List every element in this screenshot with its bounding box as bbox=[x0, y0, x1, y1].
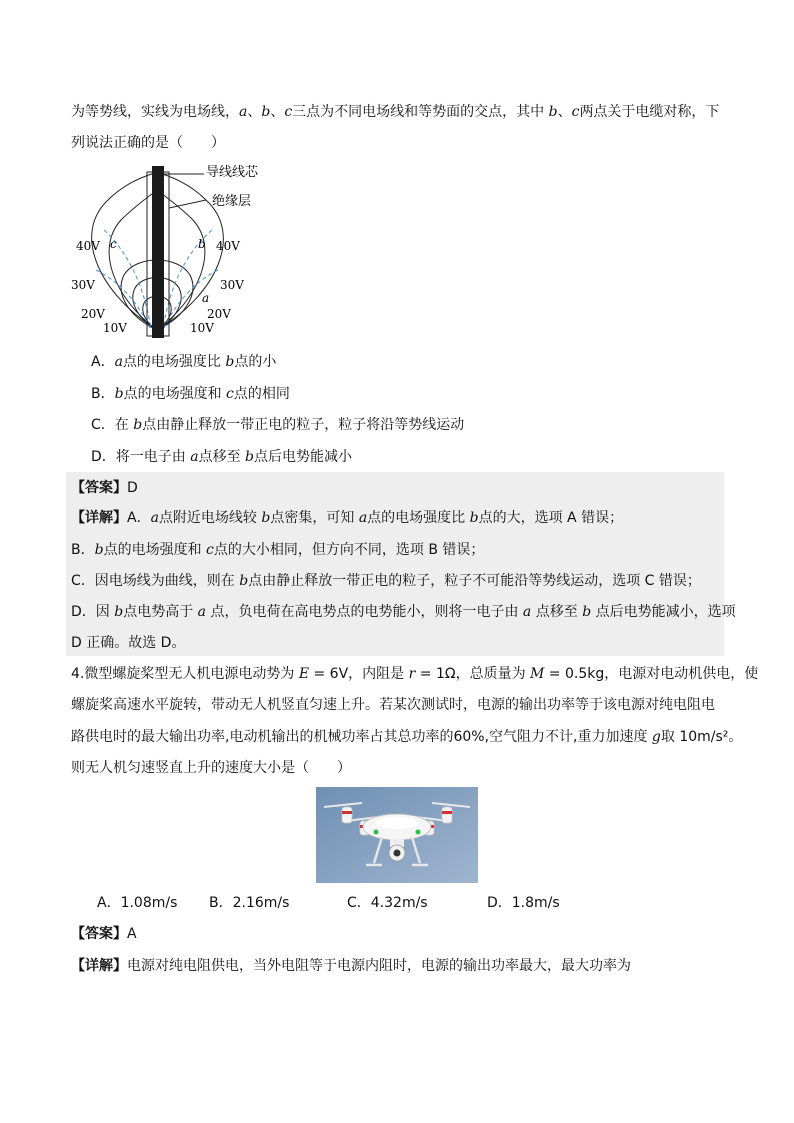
q4-answer: 【答案】A bbox=[71, 926, 137, 942]
q3-detail-b: B．b点的电场强度和 c点的大小相同，但方向不同，选项 B 错误； bbox=[71, 542, 485, 558]
wire-core bbox=[152, 166, 164, 338]
q4-option-d: D．1.8m/s bbox=[487, 895, 560, 911]
q3-option-a: A．a点的电场强度比 b点的小 bbox=[91, 354, 277, 370]
cable-field-diagram bbox=[66, 160, 286, 338]
left-volt-40: 40V bbox=[76, 239, 100, 253]
q4-option-c: C．4.32m/s bbox=[347, 895, 428, 911]
label-core: 导线线芯 bbox=[206, 165, 259, 180]
point-b: b bbox=[198, 237, 206, 251]
drone-image bbox=[316, 787, 478, 883]
q4-option-b: B．2.16m/s bbox=[209, 895, 290, 911]
q3-option-d: D．将一电子由 a点移至 b点后电势能减小 bbox=[91, 449, 353, 465]
q4-stem-line4: 则无人机匀速竖直上升的速度大小是（ ） bbox=[71, 760, 351, 776]
right-volt-10: 10V bbox=[190, 321, 214, 335]
q3-stem-line2: 列说法正确的是（ ） bbox=[71, 135, 225, 151]
label-insulation: 绝缘层 bbox=[212, 194, 252, 209]
q3-detail-d-cont: D 正确。故选 D。 bbox=[71, 635, 186, 651]
q3-option-c: C．在 b点由静止释放一带正电的粒子，粒子将沿等势线运动 bbox=[91, 417, 465, 433]
q3-answer: 【答案】D bbox=[71, 480, 138, 496]
q4-stem-line3: 路供电时的最大输出功率,电动机输出的机械功率占其总功率的60%,空气阻力不计,重力加速度 g取 10m/s²。 bbox=[71, 729, 743, 745]
right-volt-40: 40V bbox=[216, 239, 240, 253]
left-volt-20: 20V bbox=[81, 307, 105, 321]
q4-option-a: A．1.08m/s bbox=[97, 895, 178, 911]
q3-stem-line1: 为等势线，实线为电场线，a、b、c三点为不同电场线和等势面的交点，其中 b、c两点关于电缆对称，下 bbox=[71, 104, 720, 120]
q3-detail-c: C．因电场线为曲线，则在 b点由静止释放一带正电的粒子，粒子不可能沿等势线运动，选项 C 错误； bbox=[71, 573, 701, 589]
left-volt-10: 10V bbox=[103, 321, 127, 335]
q4-stem-line2: 螺旋桨高速水平旋转，带动无人机竖直匀速上升。若某次测试时，电源的输出功率等于该电源对纯电阻电 bbox=[71, 697, 715, 713]
right-volt-20: 20V bbox=[207, 307, 231, 321]
q3-detail-d: D．因 b点电势高于 a 点，负电荷在高电势点的电势能小，则将一电子由 a 点移至 b 点后电势能减小，选项 bbox=[71, 604, 736, 620]
point-c: c bbox=[110, 237, 117, 251]
answer-block bbox=[66, 472, 724, 656]
q4-stem-line1: 4.微型螺旋桨型无人机电源电动势为 E = 6V，内阻是 r = 1Ω，总质量为 M = 0.5kg，电源对电动机供电，使 bbox=[71, 666, 759, 682]
right-volt-30: 30V bbox=[220, 278, 244, 292]
q4-detail: 【详解】电源对纯电阻供电，当外电阻等于电源内阻时，电源的输出功率最大，最大功率为 bbox=[71, 958, 631, 974]
q3-detail-a: 【详解】A．a点附近电场线较 b点密集，可知 a点的电场强度比 b点的大，选项 A 错误； bbox=[71, 510, 624, 526]
q3-option-b: B．b点的电场强度和 c点的相同 bbox=[91, 386, 290, 402]
left-volt-30: 30V bbox=[71, 278, 95, 292]
point-a: a bbox=[202, 291, 210, 305]
